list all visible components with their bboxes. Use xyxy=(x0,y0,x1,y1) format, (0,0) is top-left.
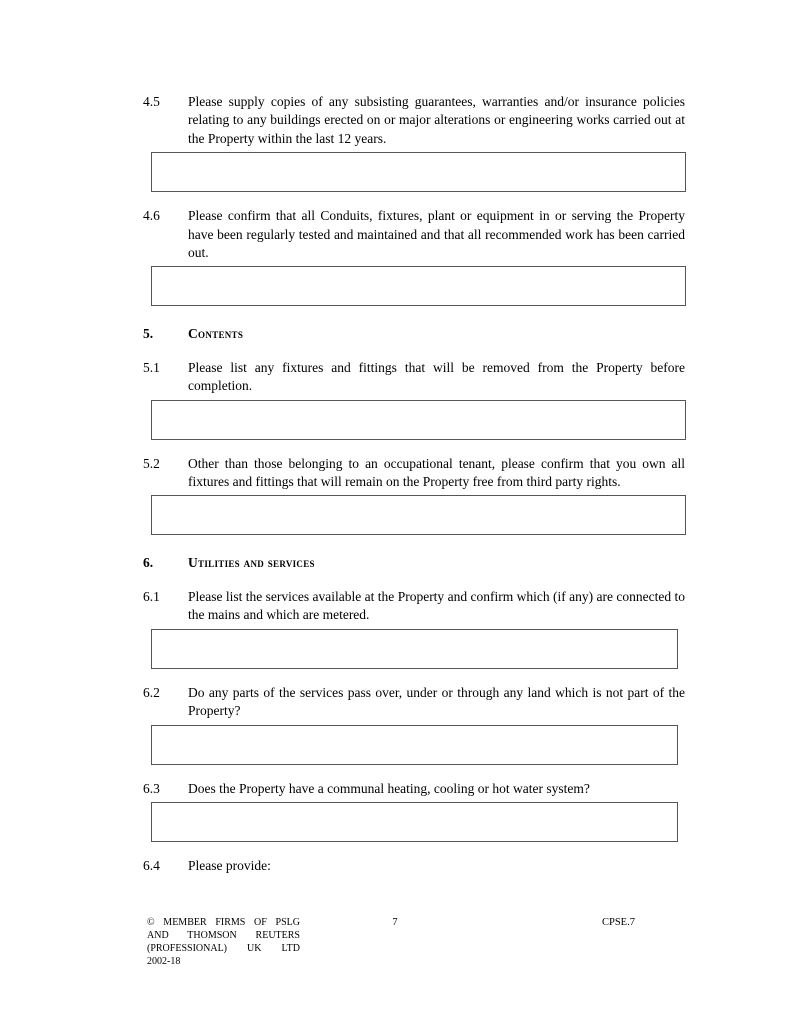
question-text: Please provide: xyxy=(188,857,271,873)
footer-copyright-line: (PROFESSIONAL) UK LTD xyxy=(147,943,300,954)
section-heading-contents xyxy=(143,325,685,343)
section-number: 6. xyxy=(143,555,154,571)
footer-copyright-line: © MEMBER FIRMS OF PSLG xyxy=(147,917,300,928)
page-content xyxy=(143,93,685,875)
question-text: Please confirm that all Conduits, fixtures, plant or equipment in or serving the Property have been regularly tested and maintained and that all recommended work has been carried out. xyxy=(188,208,685,261)
page-number: 7 xyxy=(392,917,398,928)
question-number: 5.1 xyxy=(143,359,160,375)
answer-box-6-3[interactable] xyxy=(151,802,678,842)
question-item-6-4 xyxy=(143,857,685,875)
footer-copyright xyxy=(147,916,300,968)
question-item-6-3 xyxy=(143,780,685,798)
question-text: Please list any fixtures and fittings that will be removed from the Property before completion. xyxy=(188,359,685,394)
question-text: Other than those belonging to an occupational tenant, please confirm that you own all fixtures and fittings that will remain on the Property free from third party rights. xyxy=(188,455,685,490)
answer-box-4-6[interactable] xyxy=(151,266,686,306)
section-title: Contents xyxy=(188,326,244,342)
answer-box-4-5[interactable] xyxy=(151,152,686,192)
section-heading-utilities xyxy=(143,554,685,572)
question-item-4-6 xyxy=(143,207,685,262)
question-number: 6.4 xyxy=(143,857,160,873)
question-number: 5.2 xyxy=(143,455,160,471)
document-reference: CPSE.7 xyxy=(602,917,635,928)
footer-copyright-line: 2002-18 xyxy=(147,956,181,967)
question-text: Do any parts of the services pass over, under or through any land which is not part of the Property? xyxy=(188,684,685,719)
question-text: Please list the services available at the Property and confirm which (if any) are connected to the mains and which are metered. xyxy=(188,588,685,623)
question-item-5-2 xyxy=(143,455,685,492)
question-number: 6.3 xyxy=(143,780,160,796)
question-item-5-1 xyxy=(143,359,685,396)
footer-copyright-line: AND THOMSON REUTERS xyxy=(147,930,300,941)
question-number: 6.1 xyxy=(143,588,160,604)
answer-box-6-2[interactable] xyxy=(151,725,678,765)
question-number: 6.2 xyxy=(143,684,160,700)
question-item-6-2 xyxy=(143,684,685,721)
question-text: Please supply copies of any subsisting guarantees, warranties and/or insurance policies relating to any buildings erected on or major alterations or engineering works carried out at the Property within the last 12 years. xyxy=(188,94,685,146)
answer-box-5-2[interactable] xyxy=(151,495,686,535)
answer-box-6-1[interactable] xyxy=(151,629,678,669)
section-number: 5. xyxy=(143,326,154,342)
section-title: Utilities and services xyxy=(188,555,315,571)
question-item-6-1 xyxy=(143,588,685,625)
question-number: 4.5 xyxy=(143,94,160,109)
answer-box-5-1[interactable] xyxy=(151,400,686,440)
question-item-4-5 xyxy=(143,93,685,148)
question-text: Does the Property have a communal heating, cooling or hot water system? xyxy=(188,780,590,796)
question-number: 4.6 xyxy=(143,208,160,224)
